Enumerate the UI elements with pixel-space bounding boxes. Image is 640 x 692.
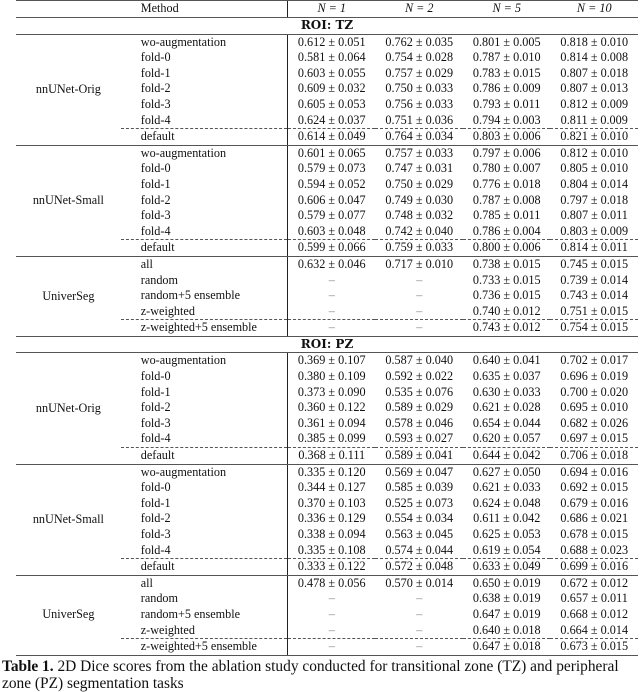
- value-cell: 0.654 ± 0.044: [472, 415, 541, 430]
- value-cell: 0.335 ± 0.120: [287, 464, 375, 480]
- method-cell: fold-1: [140, 176, 171, 191]
- method-cell: wo-augmentation: [140, 145, 227, 160]
- value-cell: 0.679 ± 0.016: [560, 495, 629, 510]
- value-cell: 0.733 ± 0.015: [472, 272, 541, 287]
- group-label: nnUNet-Orig: [16, 353, 121, 464]
- value-cell: 0.757 ± 0.033: [385, 145, 454, 160]
- value-cell: 0.754 ± 0.028: [385, 50, 454, 65]
- caption-text: 2D Dice scores from the ablation study conducted for transitional zone (TZ) and peripheral zone (PZ) segmentation tasks: [2, 657, 619, 692]
- method-cell: fold-3: [140, 208, 171, 223]
- value-cell: 0.589 ± 0.041: [375, 448, 463, 465]
- value-cell: 0.694 ± 0.016: [560, 464, 629, 479]
- method-cell: default: [121, 559, 288, 576]
- value-cell: 0.579 ± 0.077: [287, 208, 375, 224]
- value-cell: 0.785 ± 0.011: [473, 208, 541, 223]
- method-cell: default: [121, 448, 288, 465]
- method-cell: wo-augmentation: [140, 464, 227, 479]
- value-cell: 0.640 ± 0.041: [472, 353, 541, 368]
- value-cell: 0.603 ± 0.048: [287, 224, 375, 240]
- value-cell: –: [287, 304, 375, 320]
- value-cell: 0.587 ± 0.040: [385, 353, 454, 368]
- value-cell: 0.373 ± 0.090: [287, 385, 375, 401]
- header-n5: N = 5: [463, 1, 551, 18]
- value-cell: 0.699 ± 0.016: [550, 559, 638, 576]
- value-cell: 0.754 ± 0.015: [550, 320, 638, 337]
- value-cell: 0.750 ± 0.029: [385, 176, 454, 191]
- value-cell: 0.739 ± 0.014: [560, 272, 629, 287]
- table-row: [16, 353, 638, 369]
- value-cell: 0.581 ± 0.064: [287, 50, 375, 66]
- value-cell: 0.368 ± 0.111: [287, 448, 375, 465]
- value-cell: –: [287, 273, 375, 289]
- header-n10: N = 10: [550, 1, 638, 18]
- value-cell: 0.812 ± 0.009: [560, 96, 629, 111]
- method-cell: wo-augmentation: [140, 353, 227, 368]
- value-cell: 0.764 ± 0.034: [375, 129, 463, 146]
- value-cell: 0.589 ± 0.029: [385, 400, 454, 415]
- method-cell: default: [121, 129, 288, 146]
- value-cell: 0.780 ± 0.007: [472, 161, 541, 176]
- value-cell: 0.803 ± 0.009: [560, 223, 629, 238]
- value-cell: 0.585 ± 0.039: [385, 480, 454, 495]
- value-cell: 0.759 ± 0.033: [375, 240, 463, 257]
- group-label: UniverSeg: [16, 575, 121, 655]
- group-label: nnUNet-Small: [16, 464, 121, 575]
- value-cell: 0.821 ± 0.010: [550, 129, 638, 146]
- table-caption: [2, 658, 638, 692]
- method-cell: default: [121, 240, 288, 257]
- value-cell: –: [287, 591, 375, 607]
- value-cell: 0.702 ± 0.017: [560, 353, 629, 368]
- value-cell: –: [416, 622, 423, 637]
- value-cell: 0.630 ± 0.033: [472, 384, 541, 399]
- method-cell: fold-0: [140, 369, 171, 384]
- value-cell: 0.668 ± 0.012: [560, 606, 629, 621]
- value-cell: 0.592 ± 0.022: [385, 369, 454, 384]
- value-cell: 0.804 ± 0.014: [560, 176, 629, 191]
- table-row: [16, 145, 638, 161]
- value-cell: 0.650 ± 0.019: [472, 575, 541, 590]
- method-cell: fold-3: [140, 527, 171, 541]
- value-cell: 0.578 ± 0.046: [385, 415, 454, 430]
- value-cell: 0.743 ± 0.012: [463, 320, 551, 337]
- value-cell: 0.385 ± 0.099: [287, 431, 375, 447]
- table-row: [16, 34, 638, 50]
- value-cell: 0.786 ± 0.009: [472, 81, 541, 96]
- value-cell: 0.599 ± 0.066: [287, 240, 375, 257]
- method-cell: random+5 ensemble: [140, 288, 241, 303]
- value-cell: –: [287, 288, 375, 304]
- method-cell: z-weighted+5 ensemble: [121, 639, 288, 656]
- value-cell: 0.333 ± 0.122: [287, 559, 375, 576]
- method-cell: fold-1: [140, 495, 171, 510]
- value-cell: 0.574 ± 0.044: [385, 542, 454, 557]
- group-label: UniverSeg: [16, 256, 121, 336]
- value-cell: 0.612 ± 0.051: [287, 34, 375, 50]
- value-cell: 0.572 ± 0.048: [375, 559, 463, 576]
- value-cell: –: [287, 623, 375, 639]
- method-cell: z-weighted: [140, 303, 195, 318]
- value-cell: 0.748 ± 0.032: [385, 208, 454, 223]
- value-cell: –: [416, 288, 423, 303]
- value-cell: 0.361 ± 0.094: [287, 416, 375, 432]
- group-label: nnUNet-Orig: [16, 34, 121, 145]
- value-cell: 0.624 ± 0.048: [472, 495, 541, 510]
- value-cell: 0.801 ± 0.005: [472, 34, 541, 49]
- value-cell: –: [416, 591, 423, 606]
- value-cell: 0.787 ± 0.010: [472, 50, 541, 65]
- value-cell: 0.535 ± 0.076: [385, 384, 454, 399]
- value-cell: 0.673 ± 0.015: [550, 639, 638, 656]
- method-cell: fold-0: [140, 161, 171, 176]
- value-cell: 0.657 ± 0.011: [560, 591, 628, 606]
- table-row: [16, 464, 638, 480]
- value-cell: 0.750 ± 0.033: [385, 81, 454, 96]
- value-cell: 0.593 ± 0.027: [385, 431, 454, 446]
- value-cell: 0.525 ± 0.073: [385, 495, 454, 510]
- value-cell: 0.807 ± 0.013: [560, 81, 629, 96]
- value-cell: 0.478 ± 0.056: [287, 575, 375, 591]
- value-cell: 0.380 ± 0.109: [287, 369, 375, 385]
- value-cell: 0.640 ± 0.018: [472, 622, 541, 637]
- value-cell: 0.807 ± 0.018: [560, 65, 629, 80]
- value-cell: 0.751 ± 0.015: [560, 303, 629, 318]
- value-cell: –: [416, 303, 423, 318]
- value-cell: 0.570 ± 0.014: [385, 575, 454, 590]
- value-cell: 0.614 ± 0.049: [287, 129, 375, 146]
- value-cell: –: [375, 320, 463, 337]
- value-cell: 0.736 ± 0.015: [472, 288, 541, 303]
- value-cell: 0.745 ± 0.015: [560, 256, 629, 271]
- header-method: Method: [121, 1, 288, 18]
- roi-label: ROI: TZ: [16, 18, 638, 35]
- value-cell: 0.647 ± 0.019: [472, 606, 541, 621]
- method-cell: fold-4: [140, 223, 171, 238]
- value-cell: 0.647 ± 0.018: [463, 639, 551, 656]
- roi-section-header: [16, 18, 638, 35]
- value-cell: 0.803 ± 0.006: [463, 129, 551, 146]
- method-cell: fold-2: [140, 81, 171, 96]
- value-cell: 0.742 ± 0.040: [385, 223, 454, 238]
- method-cell: z-weighted+5 ensemble: [121, 320, 288, 337]
- value-cell: 0.692 ± 0.015: [560, 480, 629, 495]
- value-cell: 0.743 ± 0.014: [560, 288, 629, 303]
- value-cell: 0.749 ± 0.030: [385, 192, 454, 207]
- value-cell: 0.717 ± 0.010: [385, 256, 454, 271]
- table-header-row: [16, 1, 638, 18]
- method-cell: all: [140, 256, 153, 271]
- value-cell: –: [416, 606, 423, 621]
- value-cell: 0.594 ± 0.052: [287, 177, 375, 193]
- value-cell: 0.811 ± 0.009: [560, 112, 628, 127]
- value-cell: 0.797 ± 0.006: [472, 145, 541, 160]
- value-cell: 0.757 ± 0.029: [385, 65, 454, 80]
- value-cell: 0.554 ± 0.034: [385, 511, 454, 526]
- value-cell: 0.682 ± 0.026: [560, 415, 629, 430]
- value-cell: 0.335 ± 0.108: [287, 543, 375, 559]
- value-cell: 0.635 ± 0.037: [472, 369, 541, 384]
- method-cell: random: [140, 591, 178, 606]
- table-row: [16, 575, 638, 591]
- table-body: [16, 18, 638, 656]
- method-cell: fold-4: [140, 112, 171, 127]
- value-cell: 0.579 ± 0.073: [287, 161, 375, 177]
- caption-label: Table 1.: [2, 657, 54, 675]
- value-cell: 0.563 ± 0.045: [385, 527, 454, 541]
- value-cell: 0.633 ± 0.049: [463, 559, 551, 576]
- value-cell: 0.797 ± 0.018: [560, 192, 629, 207]
- value-cell: 0.678 ± 0.015: [560, 527, 629, 541]
- header-n2: N = 2: [375, 1, 463, 18]
- value-cell: 0.369 ± 0.107: [287, 353, 375, 369]
- value-cell: –: [416, 272, 423, 287]
- value-cell: –: [287, 320, 375, 337]
- value-cell: 0.360 ± 0.122: [287, 400, 375, 416]
- value-cell: 0.794 ± 0.003: [472, 112, 541, 127]
- value-cell: 0.697 ± 0.015: [560, 431, 629, 446]
- value-cell: 0.812 ± 0.010: [560, 145, 629, 160]
- value-cell: 0.740 ± 0.012: [472, 303, 541, 318]
- method-cell: fold-4: [140, 431, 171, 446]
- value-cell: 0.814 ± 0.011: [550, 240, 638, 257]
- value-cell: 0.336 ± 0.129: [287, 511, 375, 527]
- value-cell: 0.619 ± 0.054: [472, 542, 541, 557]
- value-cell: 0.672 ± 0.012: [560, 575, 629, 590]
- value-cell: 0.800 ± 0.006: [463, 240, 551, 257]
- method-cell: random: [140, 272, 178, 287]
- value-cell: 0.611 ± 0.042: [473, 511, 541, 526]
- value-cell: 0.338 ± 0.094: [287, 527, 375, 543]
- method-cell: fold-1: [140, 65, 171, 80]
- value-cell: 0.625 ± 0.053: [472, 527, 541, 541]
- roi-section-header: [16, 336, 638, 353]
- value-cell: 0.638 ± 0.019: [472, 591, 541, 606]
- method-cell: wo-augmentation: [140, 34, 227, 49]
- value-cell: 0.603 ± 0.055: [287, 66, 375, 82]
- method-cell: fold-4: [140, 542, 171, 557]
- value-cell: 0.805 ± 0.010: [560, 161, 629, 176]
- value-cell: 0.609 ± 0.032: [287, 81, 375, 97]
- method-cell: fold-0: [140, 50, 171, 65]
- value-cell: 0.644 ± 0.042: [463, 448, 551, 465]
- method-cell: random+5 ensemble: [140, 606, 241, 621]
- value-cell: 0.624 ± 0.037: [287, 113, 375, 129]
- method-cell: fold-0: [140, 480, 171, 495]
- value-cell: 0.814 ± 0.008: [560, 50, 629, 65]
- value-cell: –: [287, 639, 375, 656]
- value-cell: 0.706 ± 0.018: [550, 448, 638, 465]
- roi-label: ROI: PZ: [16, 336, 638, 353]
- value-cell: 0.632 ± 0.046: [287, 256, 375, 272]
- header-group-spacer: [16, 1, 121, 18]
- value-cell: 0.756 ± 0.033: [385, 96, 454, 111]
- value-cell: 0.620 ± 0.057: [472, 431, 541, 446]
- method-cell: fold-1: [140, 384, 171, 399]
- value-cell: 0.621 ± 0.028: [472, 400, 541, 415]
- value-cell: 0.627 ± 0.050: [472, 464, 541, 479]
- method-cell: all: [140, 575, 153, 590]
- value-cell: 0.747 ± 0.031: [385, 161, 454, 176]
- method-cell: fold-2: [140, 192, 171, 207]
- value-cell: –: [375, 639, 463, 656]
- value-cell: 0.696 ± 0.019: [560, 369, 629, 384]
- method-cell: fold-3: [140, 96, 171, 111]
- value-cell: 0.762 ± 0.035: [385, 34, 454, 49]
- value-cell: 0.751 ± 0.036: [385, 112, 454, 127]
- value-cell: 0.700 ± 0.020: [560, 384, 629, 399]
- value-cell: 0.601 ± 0.065: [287, 145, 375, 161]
- method-cell: fold-3: [140, 415, 171, 430]
- value-cell: 0.688 ± 0.023: [560, 542, 629, 557]
- value-cell: 0.787 ± 0.008: [472, 192, 541, 207]
- value-cell: 0.776 ± 0.018: [472, 176, 541, 191]
- value-cell: 0.686 ± 0.021: [560, 511, 629, 526]
- method-cell: fold-2: [140, 400, 171, 415]
- table-row: [16, 256, 638, 272]
- value-cell: 0.793 ± 0.011: [473, 96, 541, 111]
- ablation-results-table: [16, 0, 638, 656]
- method-cell: z-weighted: [140, 622, 195, 637]
- value-cell: 0.695 ± 0.010: [560, 400, 629, 415]
- value-cell: 0.569 ± 0.047: [385, 464, 454, 479]
- value-cell: 0.621 ± 0.033: [472, 480, 541, 495]
- value-cell: 0.344 ± 0.127: [287, 480, 375, 496]
- value-cell: 0.370 ± 0.103: [287, 496, 375, 512]
- value-cell: 0.783 ± 0.015: [472, 65, 541, 80]
- group-label: nnUNet-Small: [16, 145, 121, 256]
- value-cell: 0.818 ± 0.010: [560, 34, 629, 49]
- value-cell: 0.786 ± 0.004: [472, 223, 541, 238]
- value-cell: 0.807 ± 0.011: [560, 208, 628, 223]
- value-cell: 0.605 ± 0.053: [287, 97, 375, 113]
- method-cell: fold-2: [140, 511, 171, 526]
- value-cell: –: [287, 607, 375, 623]
- value-cell: 0.664 ± 0.014: [560, 622, 629, 637]
- header-n1: N = 1: [287, 1, 375, 18]
- value-cell: 0.738 ± 0.015: [472, 256, 541, 271]
- value-cell: 0.606 ± 0.047: [287, 193, 375, 209]
